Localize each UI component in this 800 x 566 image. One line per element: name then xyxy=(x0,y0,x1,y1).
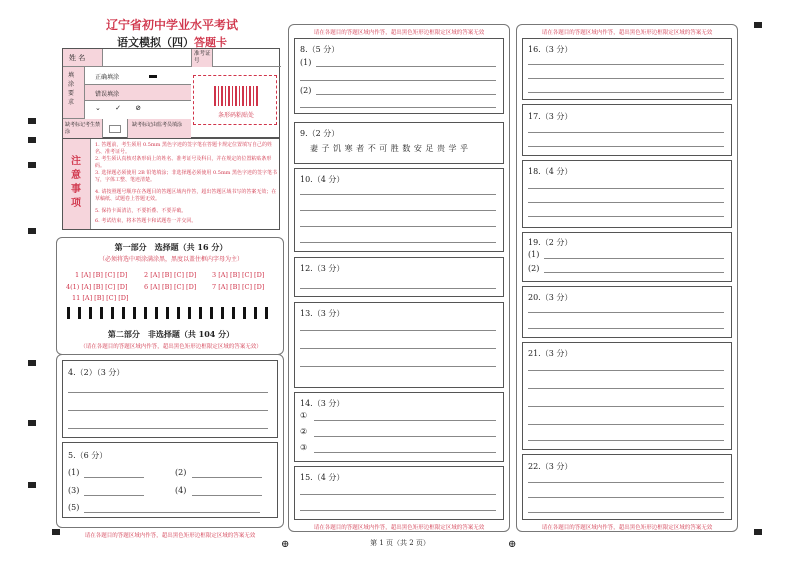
timing-mark xyxy=(28,228,36,234)
exam-no-label: 准考证号 xyxy=(194,51,211,64)
timing-bar xyxy=(166,307,169,319)
timing-bar xyxy=(67,307,70,319)
q21-label: 21.（3 分） xyxy=(528,349,573,358)
answer-line[interactable] xyxy=(528,146,724,147)
answer-line[interactable] xyxy=(314,452,496,453)
timing-bar xyxy=(111,307,114,319)
name-label-cell xyxy=(63,49,103,67)
choice-q2[interactable]: 2 [A] [B] [C] [D] xyxy=(144,271,197,279)
middle-bottom-note: 请在各题目的答题区域内作答，超出黑色矩形边框限定区域的答案无效 xyxy=(313,525,485,531)
answer-line[interactable] xyxy=(314,436,496,437)
answer-line[interactable] xyxy=(528,512,724,513)
timing-mark xyxy=(28,482,36,488)
timing-mark xyxy=(28,137,36,143)
answer-line[interactable] xyxy=(300,226,496,227)
answer-line[interactable] xyxy=(84,495,144,496)
subtitle-text: 语文模拟（四） xyxy=(117,36,194,49)
timing-bar xyxy=(89,307,92,319)
answer-line[interactable] xyxy=(300,107,496,108)
timing-mark xyxy=(28,360,36,366)
answer-line[interactable] xyxy=(192,477,262,478)
exam-no-label-cell xyxy=(191,49,213,67)
notice-item: 2. 考生须认真核对条形码上的姓名、准考证号及科目，并在规定的位置粘贴条形码。 xyxy=(95,156,272,169)
choice-q7[interactable]: 7 [A] [B] [C] [D] xyxy=(212,283,265,291)
answer-line[interactable] xyxy=(300,348,496,349)
answer-line[interactable] xyxy=(528,78,724,79)
timing-bar xyxy=(177,307,180,319)
page-number: 第 1 页（共 2 页） xyxy=(370,539,430,547)
q8-label: 8.（5 分） xyxy=(300,45,340,54)
answer-line[interactable] xyxy=(300,288,496,289)
answer-line[interactable] xyxy=(544,272,724,273)
answer-line[interactable] xyxy=(300,366,496,367)
answer-line[interactable] xyxy=(84,477,144,478)
answer-line[interactable] xyxy=(68,410,268,411)
fill-label: 填涂要求 xyxy=(68,72,75,106)
timing-mark xyxy=(28,162,36,168)
answer-line[interactable] xyxy=(528,424,724,425)
absent-desc: 缺考标记由监考员填涂 xyxy=(132,122,183,128)
timing-bar xyxy=(243,307,246,319)
answer-line[interactable] xyxy=(528,406,724,407)
q5-part4: (4) xyxy=(175,486,187,495)
answer-line[interactable] xyxy=(300,494,496,495)
q16-label: 16.（3 分） xyxy=(528,45,573,54)
answer-line[interactable] xyxy=(300,510,496,511)
q15-label: 15.（4 分） xyxy=(300,473,345,482)
timing-bar xyxy=(133,307,136,319)
part1-title: 第一部分 选择题（共 16 分） xyxy=(114,242,228,252)
answer-line[interactable] xyxy=(528,482,724,483)
left-boundary-note: 请在各题目的答题区域内作答，超出黑色矩形边框限定区域的答案无效 xyxy=(84,533,256,539)
q8-part1: (1) xyxy=(300,58,312,67)
q19-part1: (1) xyxy=(528,250,540,259)
absent-desc-cell xyxy=(127,119,191,139)
q5-label: 5.（6 分） xyxy=(68,451,108,460)
correct-fill-row xyxy=(85,67,191,85)
right-bottom-note: 请在各题目的答题区域内作答，超出黑色矩形边框限定区域的答案无效 xyxy=(541,525,713,531)
q14-part2: ② xyxy=(300,427,308,436)
absent-label-cell xyxy=(63,119,103,139)
info-block xyxy=(62,48,280,138)
answer-line[interactable] xyxy=(68,428,268,429)
choice-q3[interactable]: 3 [A] [B] [C] [D] xyxy=(212,271,265,279)
answer-line[interactable] xyxy=(192,495,262,496)
answer-line[interactable] xyxy=(528,64,724,65)
wrong-fill-row xyxy=(85,85,191,101)
answer-line[interactable] xyxy=(84,512,260,513)
answer-line[interactable] xyxy=(300,330,496,331)
answer-line[interactable] xyxy=(528,497,724,498)
answer-line[interactable] xyxy=(316,94,496,95)
answer-line[interactable] xyxy=(528,370,724,371)
answer-line[interactable] xyxy=(528,328,724,329)
registration-mark-left: ⊕ xyxy=(281,539,290,550)
correct-fill-label: 正确填涂 xyxy=(95,74,120,81)
q22-label: 22.（3 分） xyxy=(528,462,573,471)
timing-bar xyxy=(155,307,158,319)
wrong-fill-label: 错误填涂 xyxy=(95,91,120,98)
barcode-area xyxy=(193,75,277,125)
answer-line[interactable] xyxy=(300,194,496,195)
answer-line[interactable] xyxy=(528,132,724,133)
notice-item: 4. 请按照题号顺序在各题目的答题区域内作答，超出答题区域书写的答案无效；在草稿纸、试题卷上答题无效。 xyxy=(95,189,277,202)
notice-item: 1. 答题前，考生须用 0.5mm 黑色字迹的签字笔在答题卡规定位置填写自己的姓名、准考证号。 xyxy=(95,142,272,155)
part2-title: 第二部分 非选择题（共 104 分） xyxy=(107,329,235,339)
q5-part5: (5) xyxy=(68,503,80,512)
q17-label: 17.（3 分） xyxy=(528,112,573,121)
q8-part2: (2) xyxy=(300,86,312,95)
absent-checkbox[interactable] xyxy=(109,125,121,133)
choice-q4-1[interactable]: 4(1) [A] [B] [C] [D] xyxy=(66,283,128,291)
choice-q11[interactable]: 11 [A] [B] [C] [D] xyxy=(72,294,129,302)
choice-q6[interactable]: 6 [A] [B] [C] [D] xyxy=(144,283,197,291)
answer-line[interactable] xyxy=(528,312,724,313)
q12-label: 12.（3 分） xyxy=(300,264,345,273)
timing-bar xyxy=(254,307,257,319)
registration-mark-right: ⊕ xyxy=(508,539,517,550)
answer-line[interactable] xyxy=(528,92,724,93)
answer-line[interactable] xyxy=(528,216,724,217)
timing-mark xyxy=(754,529,762,535)
middle-top-note: 请在各题目的答题区域内作答，超出黑色矩形边框限定区域的答案无效 xyxy=(313,30,485,36)
answer-line[interactable] xyxy=(528,202,724,203)
q5-part3: (3) xyxy=(68,486,80,495)
part1-note: （必须将选中项涂满涂黑，黑度以盖住框内字母为主） xyxy=(98,256,243,263)
exam-no-boxes[interactable] xyxy=(213,49,281,67)
notice-item: 5. 保持卡面清洁，不要折叠、不要弄破。 xyxy=(95,208,187,214)
q5-part2: (2) xyxy=(175,468,187,477)
wrong-fill-examples-icon: ⌄ ✓ ⊘ xyxy=(95,104,148,112)
q18-label: 18.（4 分） xyxy=(528,167,573,176)
notice-label: 注意事项 xyxy=(71,156,81,209)
q5-part1: (1) xyxy=(68,468,80,477)
subtitle-answer-card: 答题卡 xyxy=(194,36,227,49)
q19-label: 19.（2 分） xyxy=(528,238,573,247)
barcode-label: 条形码粘贴处 xyxy=(217,112,254,119)
part2-note: （请在各题目的答题区域内作答，超出黑色矩形边框限定区域的答案无效） xyxy=(80,344,262,350)
timing-mark xyxy=(754,22,762,28)
q14-part1: ① xyxy=(300,411,308,420)
q10-label: 10.（4 分） xyxy=(300,175,345,184)
answer-line[interactable] xyxy=(314,420,496,421)
timing-bar xyxy=(78,307,81,319)
answer-line[interactable] xyxy=(316,66,496,67)
answer-line[interactable] xyxy=(300,80,496,81)
timing-bar xyxy=(144,307,147,319)
notice-item: 3. 选择题必须使用 2B 铅笔填涂；非选择题必须使用 0.5mm 黑色字迹的签字笔书写，字体工整、笔迹清楚。 xyxy=(95,170,278,183)
fill-label-cell xyxy=(63,67,85,119)
q14-label: 14.（3 分） xyxy=(300,399,345,408)
timing-bar xyxy=(199,307,202,319)
answer-line[interactable] xyxy=(528,388,724,389)
q20-label: 20.（3 分） xyxy=(528,293,573,302)
answer-line[interactable] xyxy=(528,188,724,189)
q19-part2: (2) xyxy=(528,264,540,273)
notice-label-cell xyxy=(63,139,91,229)
answer-line[interactable] xyxy=(528,440,724,441)
q9-sentence: 妻 子 饥 寒 者 不 可 胜 数 安 足 贵 学 乎 xyxy=(310,144,469,153)
barcode-icon xyxy=(214,86,258,106)
exam-title: 辽宁省初中学业水平考试 xyxy=(105,18,238,32)
choice-q1[interactable]: 1 [A] [B] [C] [D] xyxy=(75,271,128,279)
notice-block xyxy=(62,138,280,230)
q9-label: 9.（2 分） xyxy=(300,129,340,138)
name-field[interactable] xyxy=(103,49,191,67)
right-top-note: 请在各题目的答题区域内作答，超出黑色矩形边框限定区域的答案无效 xyxy=(541,30,713,36)
q14-part3: ③ xyxy=(300,443,308,452)
name-label: 姓 名 xyxy=(69,54,86,62)
q13-label: 13.（3 分） xyxy=(300,309,345,318)
q4-label: 4.（2）（3 分） xyxy=(68,368,125,377)
timing-mark xyxy=(28,420,36,426)
timing-bar xyxy=(100,307,103,319)
answer-line[interactable] xyxy=(68,392,268,393)
answer-line[interactable] xyxy=(544,258,724,259)
timing-bar xyxy=(265,307,268,319)
timing-bar xyxy=(210,307,213,319)
timing-mark xyxy=(28,118,36,124)
absent-label: 缺考标记考生禁涂 xyxy=(65,122,101,135)
timing-bar xyxy=(188,307,191,319)
timing-bar xyxy=(221,307,224,319)
answer-line[interactable] xyxy=(300,242,496,243)
timing-bar xyxy=(232,307,235,319)
timing-bar xyxy=(122,307,125,319)
answer-line[interactable] xyxy=(300,210,496,211)
filled-box-icon xyxy=(149,75,157,78)
notice-item: 6. 考试结束，将本答题卡和试题卷一并交回。 xyxy=(95,218,197,224)
